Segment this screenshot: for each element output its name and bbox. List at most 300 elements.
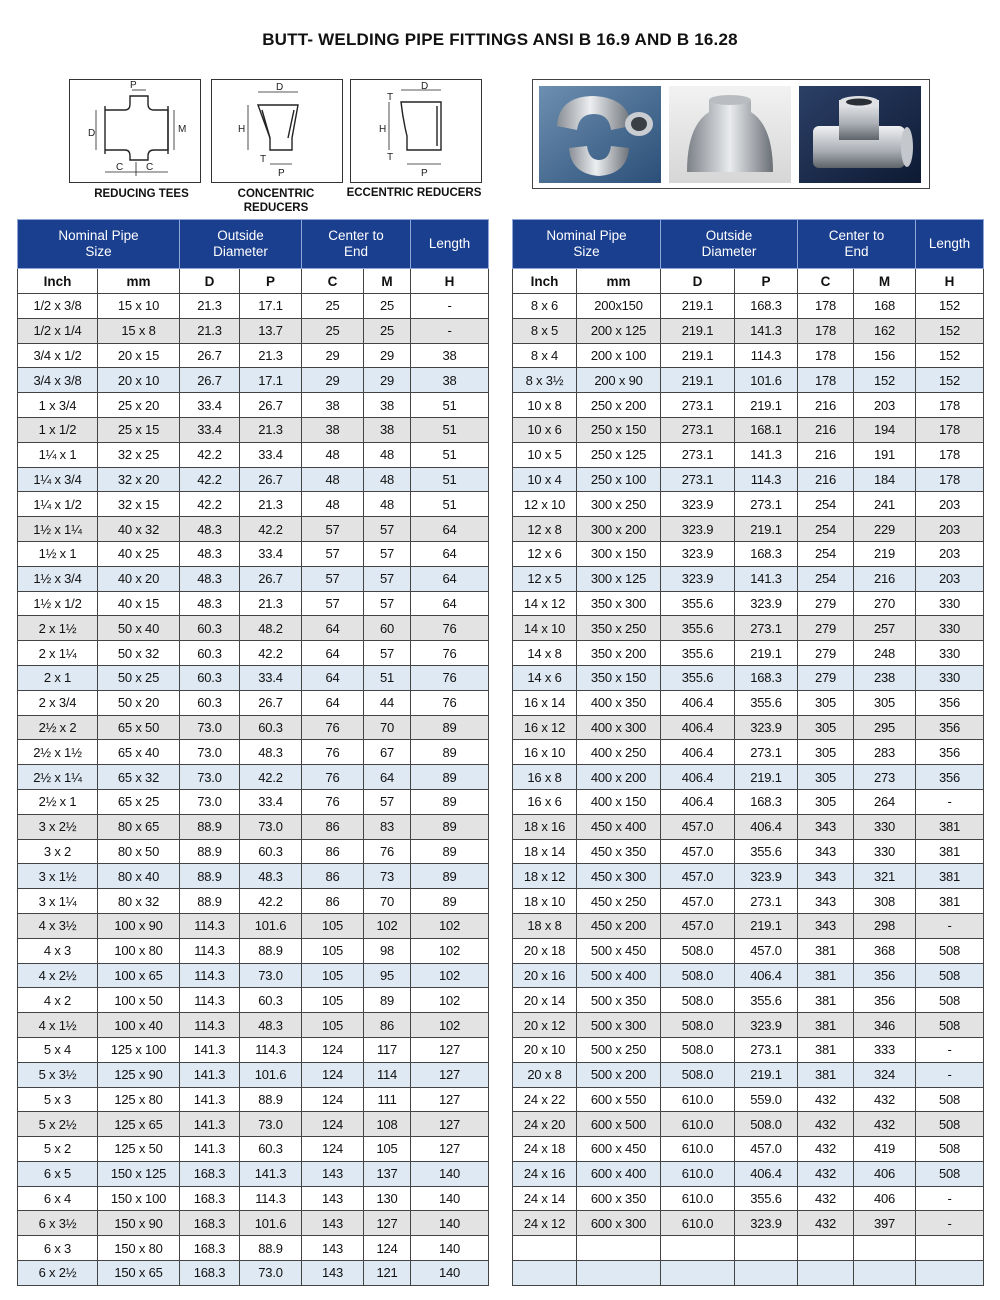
- cell-c: 86: [302, 864, 364, 889]
- cell-c: 381: [798, 963, 854, 988]
- table-row: [18, 1112, 489, 1137]
- cell-inch: 2 x 1¼: [18, 641, 98, 666]
- cell-inch: 14 x 12: [513, 591, 577, 616]
- cell-inch: 6 x 2½: [18, 1261, 98, 1286]
- cell-h: 38: [411, 343, 489, 368]
- page-title: BUTT- WELDING PIPE FITTINGS ANSI B 16.9 AND B 16.28: [262, 30, 738, 49]
- cell-inch: 14 x 6: [513, 665, 577, 690]
- cell-c: 64: [302, 665, 364, 690]
- cell-p: 42.2: [240, 517, 302, 542]
- col-c: C: [302, 269, 364, 294]
- table-row: [18, 467, 489, 492]
- table-row: [513, 1137, 984, 1162]
- cell-c: 143: [302, 1236, 364, 1261]
- cell-inch: 1¼ x 1/2: [18, 492, 98, 517]
- cell-inch: 12 x 6: [513, 541, 577, 566]
- cell-m: 270: [854, 591, 916, 616]
- col-h: H: [916, 269, 984, 294]
- cell-m: 346: [854, 1013, 916, 1038]
- cell-p: 73.0: [240, 963, 302, 988]
- table-row: [513, 715, 984, 740]
- cell-p: 73.0: [240, 1261, 302, 1286]
- cell-h: 356: [916, 690, 984, 715]
- cell-h: 381: [916, 839, 984, 864]
- cell-mm: 300 x 150: [577, 541, 661, 566]
- cell-c: 279: [798, 641, 854, 666]
- table-row: [18, 343, 489, 368]
- table-row: [18, 541, 489, 566]
- cell-d: 88.9: [180, 814, 240, 839]
- cell-mm: 400 x 350: [577, 690, 661, 715]
- table-row: [18, 889, 489, 914]
- cell-p: 219.1: [735, 641, 798, 666]
- cell-h: -: [916, 1037, 984, 1062]
- cell-p: 141.3: [240, 1161, 302, 1186]
- cell-m: 130: [364, 1186, 411, 1211]
- cell-m: 419: [854, 1137, 916, 1162]
- cell-mm: 100 x 65: [98, 963, 180, 988]
- cell-c: 279: [798, 665, 854, 690]
- cell-mm: 65 x 50: [98, 715, 180, 740]
- cell-p: 273.1: [735, 889, 798, 914]
- cell-d: 168.3: [180, 1161, 240, 1186]
- cell-inch: 2½ x 1½: [18, 740, 98, 765]
- cell-inch: 1 x 1/2: [18, 417, 98, 442]
- cell-p: 101.6: [240, 1211, 302, 1236]
- cell-p: 48.3: [240, 1013, 302, 1038]
- cell-p: 13.7: [240, 318, 302, 343]
- table-row: [18, 963, 489, 988]
- cell-d: 355.6: [661, 591, 735, 616]
- cell-c: 432: [798, 1112, 854, 1137]
- table-row: [513, 517, 984, 542]
- cell-c: 124: [302, 1087, 364, 1112]
- cell-c: 254: [798, 492, 854, 517]
- table-row: [513, 1186, 984, 1211]
- cell-h: 89: [411, 814, 489, 839]
- cell-c: 25: [302, 294, 364, 319]
- table-row: [18, 591, 489, 616]
- cell-c: 105: [302, 913, 364, 938]
- cell-p: 101.6: [240, 913, 302, 938]
- cell-mm: 400 x 150: [577, 789, 661, 814]
- svg-text:P: P: [278, 168, 285, 179]
- cell-m: 25: [364, 294, 411, 319]
- cell-m: 44: [364, 690, 411, 715]
- cell-h: 508: [916, 1112, 984, 1137]
- cell-c: 76: [302, 715, 364, 740]
- cell-inch: 18 x 10: [513, 889, 577, 914]
- tee-photo: [799, 86, 921, 183]
- cell-mm: 400 x 300: [577, 715, 661, 740]
- cell-c: 381: [798, 1062, 854, 1087]
- cell-c: 432: [798, 1137, 854, 1162]
- cell-inch: 24 x 18: [513, 1137, 577, 1162]
- cell-c: 86: [302, 814, 364, 839]
- cell-m: 333: [854, 1037, 916, 1062]
- cell-d: 141.3: [180, 1062, 240, 1087]
- cell-d: 508.0: [661, 988, 735, 1013]
- cell-p: 60.3: [240, 1137, 302, 1162]
- cell-m: [854, 1261, 916, 1286]
- cell-p: 141.3: [735, 566, 798, 591]
- cell-inch: 18 x 14: [513, 839, 577, 864]
- cell-p: 141.3: [735, 442, 798, 467]
- cell-mm: 32 x 15: [98, 492, 180, 517]
- cell-c: 105: [302, 963, 364, 988]
- table-row: [513, 566, 984, 591]
- table-row: [513, 765, 984, 790]
- cell-mm: 32 x 25: [98, 442, 180, 467]
- cell-d: 168.3: [180, 1186, 240, 1211]
- cell-c: 216: [798, 417, 854, 442]
- cell-c: 305: [798, 740, 854, 765]
- cell-h: 508: [916, 1161, 984, 1186]
- cell-m: 216: [854, 566, 916, 591]
- cell-h: 51: [411, 442, 489, 467]
- cell-inch: 4 x 1½: [18, 1013, 98, 1038]
- cell-m: 25: [364, 318, 411, 343]
- cell-mm: 100 x 50: [98, 988, 180, 1013]
- cell-p: 73.0: [240, 1112, 302, 1137]
- cell-inch: 1/2 x 1/4: [18, 318, 98, 343]
- cell-mm: 150 x 65: [98, 1261, 180, 1286]
- cell-h: -: [411, 294, 489, 319]
- cell-h: 508: [916, 1137, 984, 1162]
- cell-d: 73.0: [180, 740, 240, 765]
- cell-h: 203: [916, 541, 984, 566]
- table-row: [513, 492, 984, 517]
- cell-mm: 200 x 100: [577, 343, 661, 368]
- cell-p: 33.4: [240, 442, 302, 467]
- cell-d: 219.1: [661, 368, 735, 393]
- cell-inch: 3/4 x 1/2: [18, 343, 98, 368]
- cell-h: 64: [411, 591, 489, 616]
- cell-h: 152: [916, 343, 984, 368]
- cell-p: 406.4: [735, 1161, 798, 1186]
- cell-p: 168.3: [735, 665, 798, 690]
- cell-c: 105: [302, 988, 364, 1013]
- cell-p: 219.1: [735, 517, 798, 542]
- table-row: [513, 988, 984, 1013]
- table-row: [513, 393, 984, 418]
- svg-text:D: D: [421, 81, 429, 92]
- cell-p: 114.3: [240, 1186, 302, 1211]
- cell-p: 219.1: [735, 393, 798, 418]
- cell-d: 457.0: [661, 913, 735, 938]
- cell-d: 508.0: [661, 1062, 735, 1087]
- cell-p: 114.3: [240, 1037, 302, 1062]
- cell-d: 508.0: [661, 938, 735, 963]
- cell-c: 178: [798, 318, 854, 343]
- reducing-tee-drawing: [69, 79, 201, 183]
- cell-mm: 450 x 200: [577, 913, 661, 938]
- cell-c: 279: [798, 591, 854, 616]
- cell-h: 330: [916, 641, 984, 666]
- cell-inch: 20 x 12: [513, 1013, 577, 1038]
- cell-p: 219.1: [735, 1062, 798, 1087]
- cell-d: 457.0: [661, 814, 735, 839]
- cell-p: 355.6: [735, 988, 798, 1013]
- col-mm: mm: [577, 269, 661, 294]
- cell-mm: 25 x 15: [98, 417, 180, 442]
- cell-mm: 80 x 50: [98, 839, 180, 864]
- cell-d: 323.9: [661, 541, 735, 566]
- cell-h: 64: [411, 541, 489, 566]
- cell-p: 323.9: [735, 1211, 798, 1236]
- table-row: [513, 318, 984, 343]
- cell-c: 25: [302, 318, 364, 343]
- header-nominal-pipe-size: Nominal Pipe Size: [18, 220, 180, 269]
- cell-d: 323.9: [661, 566, 735, 591]
- cell-c: [798, 1261, 854, 1286]
- cell-d: 508.0: [661, 963, 735, 988]
- cell-c: 124: [302, 1062, 364, 1087]
- cell-c: 64: [302, 690, 364, 715]
- cell-p: 26.7: [240, 467, 302, 492]
- svg-text:H: H: [379, 124, 387, 135]
- cell-p: 42.2: [240, 889, 302, 914]
- cell-h: 64: [411, 566, 489, 591]
- cell-mm: 600 x 350: [577, 1186, 661, 1211]
- cell-d: 273.1: [661, 393, 735, 418]
- cell-h: 102: [411, 938, 489, 963]
- table-row: [513, 343, 984, 368]
- cell-h: 152: [916, 368, 984, 393]
- table-row: [18, 814, 489, 839]
- cell-inch: 4 x 2: [18, 988, 98, 1013]
- cell-d: 42.2: [180, 467, 240, 492]
- table-row: [18, 988, 489, 1013]
- col-c: C: [798, 269, 854, 294]
- cell-h: 178: [916, 467, 984, 492]
- cell-d: [661, 1236, 735, 1261]
- cell-inch: 20 x 14: [513, 988, 577, 1013]
- cell-m: 156: [854, 343, 916, 368]
- cell-d: 168.3: [180, 1236, 240, 1261]
- table-row: [513, 1236, 984, 1261]
- cell-h: 89: [411, 864, 489, 889]
- cell-mm: 500 x 300: [577, 1013, 661, 1038]
- cell-mm: 600 x 400: [577, 1161, 661, 1186]
- table-row: [513, 1161, 984, 1186]
- cell-c: 86: [302, 889, 364, 914]
- cell-h: 89: [411, 765, 489, 790]
- cell-m: 191: [854, 442, 916, 467]
- cell-h: 178: [916, 417, 984, 442]
- cell-inch: 8 x 5: [513, 318, 577, 343]
- cell-m: 162: [854, 318, 916, 343]
- cell-d: 610.0: [661, 1087, 735, 1112]
- cell-inch: 12 x 5: [513, 566, 577, 591]
- cell-mm: 40 x 32: [98, 517, 180, 542]
- cell-h: 76: [411, 641, 489, 666]
- cell-inch: 12 x 10: [513, 492, 577, 517]
- cell-inch: 2 x 1: [18, 665, 98, 690]
- left-dimension-table: [17, 219, 489, 1286]
- cell-p: 42.2: [240, 765, 302, 790]
- cell-m: 124: [364, 1236, 411, 1261]
- cell-p: 21.3: [240, 591, 302, 616]
- cell-inch: 18 x 8: [513, 913, 577, 938]
- cell-h: [916, 1236, 984, 1261]
- cell-c: 432: [798, 1161, 854, 1186]
- cell-mm: 400 x 250: [577, 740, 661, 765]
- cell-d: 273.1: [661, 467, 735, 492]
- table-row: [513, 1062, 984, 1087]
- cell-inch: 14 x 8: [513, 641, 577, 666]
- cell-inch: 10 x 5: [513, 442, 577, 467]
- cell-p: 101.6: [735, 368, 798, 393]
- cell-d: 610.0: [661, 1161, 735, 1186]
- cell-inch: 24 x 22: [513, 1087, 577, 1112]
- cell-mm: 150 x 80: [98, 1236, 180, 1261]
- cell-d: 508.0: [661, 1037, 735, 1062]
- cell-h: 51: [411, 492, 489, 517]
- cell-mm: 125 x 65: [98, 1112, 180, 1137]
- cell-c: 432: [798, 1087, 854, 1112]
- header-length: Length: [411, 220, 489, 269]
- cell-m: 48: [364, 492, 411, 517]
- cell-m: 238: [854, 665, 916, 690]
- svg-text:T: T: [387, 92, 394, 103]
- cell-d: 114.3: [180, 1013, 240, 1038]
- col-p: P: [240, 269, 302, 294]
- cell-h: 89: [411, 789, 489, 814]
- cell-p: 21.3: [240, 417, 302, 442]
- cell-m: 114: [364, 1062, 411, 1087]
- cell-d: 48.3: [180, 591, 240, 616]
- cell-c: 279: [798, 616, 854, 641]
- table-row: [18, 318, 489, 343]
- cell-h: 356: [916, 715, 984, 740]
- cell-h: 178: [916, 442, 984, 467]
- cell-p: 33.4: [240, 665, 302, 690]
- cell-d: 406.4: [661, 789, 735, 814]
- cell-inch: 20 x 18: [513, 938, 577, 963]
- table-row: [18, 1087, 489, 1112]
- table-row: [513, 938, 984, 963]
- cell-m: 324: [854, 1062, 916, 1087]
- table-row: [18, 417, 489, 442]
- cell-h: 152: [916, 294, 984, 319]
- cell-h: 102: [411, 913, 489, 938]
- cell-m: 70: [364, 889, 411, 914]
- cell-mm: 350 x 300: [577, 591, 661, 616]
- cell-m: 330: [854, 814, 916, 839]
- cell-mm: 125 x 90: [98, 1062, 180, 1087]
- cell-c: 29: [302, 343, 364, 368]
- cell-p: 168.3: [735, 541, 798, 566]
- cell-mm: 80 x 65: [98, 814, 180, 839]
- table-row: [513, 1112, 984, 1137]
- cell-p: 48.3: [240, 864, 302, 889]
- eccentric-reducer-drawing: [350, 79, 482, 183]
- table-row: [18, 715, 489, 740]
- cell-p: 60.3: [240, 988, 302, 1013]
- table-row: [18, 1161, 489, 1186]
- cell-m: 184: [854, 467, 916, 492]
- cell-d: 273.1: [661, 442, 735, 467]
- cell-mm: 100 x 80: [98, 938, 180, 963]
- cell-p: 273.1: [735, 616, 798, 641]
- cell-d: 141.3: [180, 1112, 240, 1137]
- cell-mm: 500 x 350: [577, 988, 661, 1013]
- cell-inch: 6 x 4: [18, 1186, 98, 1211]
- table-row: [18, 1062, 489, 1087]
- table-row: [513, 1013, 984, 1038]
- cell-h: 508: [916, 1087, 984, 1112]
- cell-p: 101.6: [240, 1062, 302, 1087]
- cell-c: 254: [798, 541, 854, 566]
- cell-d: 610.0: [661, 1211, 735, 1236]
- cell-c: 38: [302, 393, 364, 418]
- cell-m: 98: [364, 938, 411, 963]
- cell-d: 88.9: [180, 839, 240, 864]
- cell-mm: 15 x 10: [98, 294, 180, 319]
- cell-inch: 6 x 3: [18, 1236, 98, 1261]
- cell-m: 67: [364, 740, 411, 765]
- cell-h: 51: [411, 417, 489, 442]
- cell-inch: 20 x 10: [513, 1037, 577, 1062]
- cell-c: 216: [798, 442, 854, 467]
- cell-d: 60.3: [180, 665, 240, 690]
- cell-mm: 150 x 125: [98, 1161, 180, 1186]
- cell-mm: [577, 1236, 661, 1261]
- cell-h: 140: [411, 1161, 489, 1186]
- cell-m: 356: [854, 963, 916, 988]
- table-row: [18, 368, 489, 393]
- cell-c: 254: [798, 517, 854, 542]
- table-row: [513, 616, 984, 641]
- svg-text:C: C: [116, 162, 124, 173]
- cell-m: 368: [854, 938, 916, 963]
- cell-p: 33.4: [240, 789, 302, 814]
- cell-m: 406: [854, 1161, 916, 1186]
- cell-m: 219: [854, 541, 916, 566]
- cell-c: 76: [302, 765, 364, 790]
- cell-p: 273.1: [735, 492, 798, 517]
- cell-h: -: [411, 318, 489, 343]
- col-d: D: [661, 269, 735, 294]
- cell-h: 203: [916, 517, 984, 542]
- cell-p: 323.9: [735, 591, 798, 616]
- cell-mm: 150 x 100: [98, 1186, 180, 1211]
- cell-mm: 600 x 300: [577, 1211, 661, 1236]
- cell-h: 203: [916, 566, 984, 591]
- table-row: [18, 1013, 489, 1038]
- cell-mm: 300 x 200: [577, 517, 661, 542]
- cell-m: 64: [364, 765, 411, 790]
- cell-h: 140: [411, 1236, 489, 1261]
- col-d: D: [180, 269, 240, 294]
- cell-d: 141.3: [180, 1087, 240, 1112]
- cell-c: 178: [798, 343, 854, 368]
- diagram-label-eccentric-reducers: ECCENTRIC REDUCERS: [346, 187, 482, 199]
- cell-d: 406.4: [661, 765, 735, 790]
- cell-p: 323.9: [735, 864, 798, 889]
- cell-h: 356: [916, 740, 984, 765]
- cell-inch: 6 x 3½: [18, 1211, 98, 1236]
- cell-p: 88.9: [240, 1236, 302, 1261]
- table-row: [513, 1087, 984, 1112]
- table-row: [18, 938, 489, 963]
- cell-d: 219.1: [661, 318, 735, 343]
- cell-inch: 2 x 1½: [18, 616, 98, 641]
- cell-m: 152: [854, 368, 916, 393]
- cell-mm: 100 x 40: [98, 1013, 180, 1038]
- cell-inch: 8 x 3½: [513, 368, 577, 393]
